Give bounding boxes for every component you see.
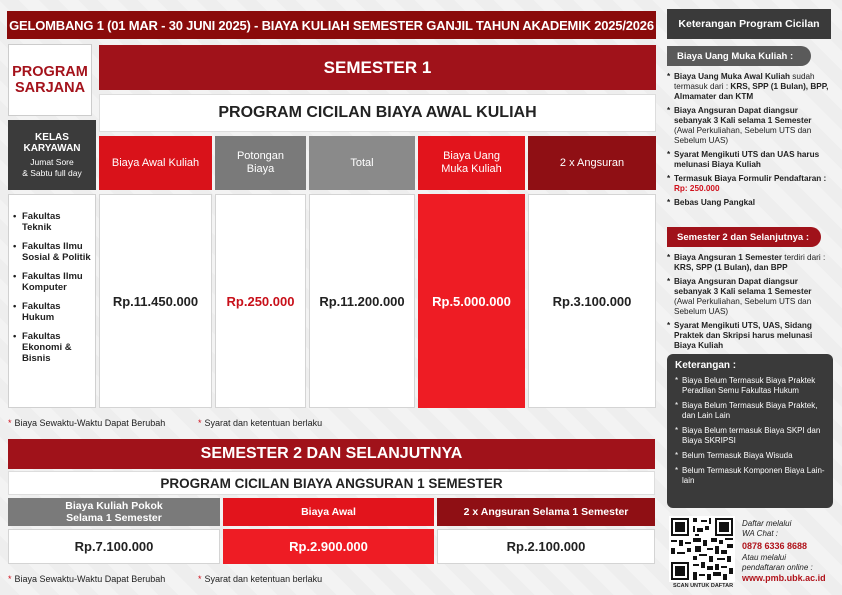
semester1-title: SEMESTER 1 bbox=[99, 45, 656, 90]
value-biaya-awal-s2: Rp.2.900.000 bbox=[223, 529, 434, 564]
list-item: * Biaya Belum termasuk Biaya SKPI dan Biaya SKRIPSI bbox=[675, 426, 821, 445]
list-item: * Biaya Angsuran Dapat diangsur sebanyak 3 Kali selama 1 Semester (Awal Perkuliahan, Sebelum UTS dan Sebelum UAS) bbox=[667, 106, 812, 145]
fakultas-list bbox=[8, 194, 96, 408]
note-syarat-2: * Syarat dan ketentuan berlaku bbox=[198, 574, 323, 584]
uang-muka-list bbox=[667, 72, 833, 212]
bullet-icon: • bbox=[13, 271, 17, 282]
program-line2: SARJANA bbox=[14, 80, 86, 96]
list-item: • Fakultas Teknik bbox=[13, 211, 61, 233]
value-total: Rp.11.200.000 bbox=[309, 194, 415, 408]
online-label: Atau melalui pendaftaran online : bbox=[742, 553, 813, 572]
value-potongan: Rp.250.000 bbox=[215, 194, 306, 408]
list-item: * Termasuk Biaya Formulir Pendaftaran : Rp: 250.000 bbox=[667, 174, 827, 193]
list-item: * Biaya Angsuran 1 Semester terdiri dari : KRS, SPP (1 Bulan), dan BPP bbox=[667, 253, 826, 272]
kelas-title-line2: KARYAWAN bbox=[23, 142, 81, 154]
header-angsuran-s2: 2 x Angsuran Selama 1 Semester bbox=[437, 498, 655, 526]
header-biaya-pokok: Biaya Kuliah Pokok Selama 1 Semester bbox=[8, 498, 220, 526]
note-biaya-berubah-2: * Biaya Sewaktu-Waktu Dapat Berubah bbox=[8, 574, 166, 584]
qr-code-icon[interactable] bbox=[669, 516, 735, 582]
value-biaya-awal: Rp.11.450.000 bbox=[99, 194, 212, 408]
value-uang-muka: Rp.5.000.000 bbox=[418, 194, 525, 408]
header-biaya-awal: Biaya Awal Kuliah bbox=[99, 136, 212, 190]
list-item: • Fakultas Ilmu Sosial & Politik bbox=[13, 241, 91, 263]
right-panel-header: Keterangan Program Cicilan bbox=[667, 9, 831, 39]
semester2-title: SEMESTER 2 DAN SELANJUTNYA bbox=[8, 439, 655, 469]
keterangan-title: Keterangan : bbox=[675, 360, 737, 371]
keterangan-box bbox=[667, 354, 833, 508]
header-biaya-awal-s2: Biaya Awal bbox=[223, 498, 434, 526]
list-item: • Fakultas Ekonomi & Bisnis bbox=[13, 331, 72, 364]
pill-semester2: Semester 2 dan Selanjutnya : bbox=[667, 227, 821, 247]
header-total: Total bbox=[309, 136, 415, 190]
bullet-icon: • bbox=[13, 331, 17, 342]
kelas-sub-line2: & Sabtu full day bbox=[22, 167, 82, 178]
period-banner: GELOMBANG 1 (01 MAR - 30 JUNI 2025) - BIAYA KULIAH SEMESTER GANJIL TAHUN AKADEMIK 2025/2026 bbox=[7, 11, 656, 39]
value-angsuran: Rp.3.100.000 bbox=[528, 194, 656, 408]
note-biaya-berubah: * Biaya Sewaktu-Waktu Dapat Berubah bbox=[8, 418, 166, 428]
header-potongan: Potongan Biaya bbox=[215, 136, 306, 190]
bullet-icon: • bbox=[13, 241, 17, 252]
list-item: * Syarat Mengikuti UTS, UAS, Sidang Praktek dan Skripsi harus melunasi Biaya Kuliah bbox=[667, 321, 813, 350]
list-item: * Belum Termasuk Komponen Biaya Lain-lain bbox=[675, 466, 825, 485]
semester1-subtitle: PROGRAM CICILAN BIAYA AWAL KULIAH bbox=[99, 94, 656, 132]
list-item: * Biaya Belum Termasuk Biaya Praktek, dan Lain Lain bbox=[675, 401, 818, 420]
header-uang-muka: Biaya Uang Muka Kuliah bbox=[418, 136, 525, 190]
value-angsuran-s2: Rp.2.100.000 bbox=[437, 529, 655, 564]
pill-uang-muka: Biaya Uang Muka Kuliah : bbox=[667, 46, 811, 66]
kelas-sub-line1: Jumat Sore bbox=[30, 156, 74, 167]
value-biaya-pokok: Rp.7.100.000 bbox=[8, 529, 220, 564]
header-angsuran: 2 x Angsuran bbox=[528, 136, 656, 190]
semester2-subtitle: PROGRAM CICILAN BIAYA ANGSURAN 1 SEMESTER bbox=[8, 471, 655, 495]
scan-label: SCAN UNTUK DAFTAR bbox=[672, 583, 734, 589]
list-item: * Bebas Uang Pangkal bbox=[667, 198, 755, 207]
list-item: • Fakultas Ilmu Komputer bbox=[13, 271, 83, 293]
note-syarat: * Syarat dan ketentuan berlaku bbox=[198, 418, 323, 428]
list-item: * Biaya Belum Termasuk Biaya Praktek Peradilan Semu Fakultas Hukum bbox=[675, 376, 816, 395]
bullet-icon: • bbox=[13, 211, 17, 222]
semester2-list bbox=[667, 253, 833, 355]
kelas-title-line1: KELAS bbox=[35, 131, 69, 143]
online-url-link[interactable]: www.pmb.ubk.ac.id bbox=[742, 573, 826, 583]
list-item: * Biaya Angsuran Dapat diangsur sebanyak 3 Kali selama 1 Semester (Awal Perkuliahan, Sebelum UTS dan Sebelum UAS) bbox=[667, 277, 812, 316]
list-item: * Biaya Uang Muka Awal Kuliah sudah termasuk dari : KRS, SPP (1 Bulan), BPP, Almamater dan KTM bbox=[667, 72, 829, 101]
wa-number[interactable]: 0878 6336 8688 bbox=[742, 541, 808, 551]
list-item: * Syarat Mengikuti UTS dan UAS harus melunasi Biaya Kuliah bbox=[667, 150, 820, 169]
list-item: • Fakultas Hukum bbox=[13, 301, 61, 323]
bullet-icon: • bbox=[13, 301, 17, 312]
program-line1: PROGRAM bbox=[12, 64, 88, 80]
kelas-karyawan-box bbox=[8, 120, 96, 190]
list-item: * Belum Termasuk Biaya Wisuda bbox=[675, 451, 793, 460]
wa-label: Daftar melalui WA Chat : bbox=[742, 519, 792, 538]
program-sarjana-box bbox=[8, 44, 92, 116]
